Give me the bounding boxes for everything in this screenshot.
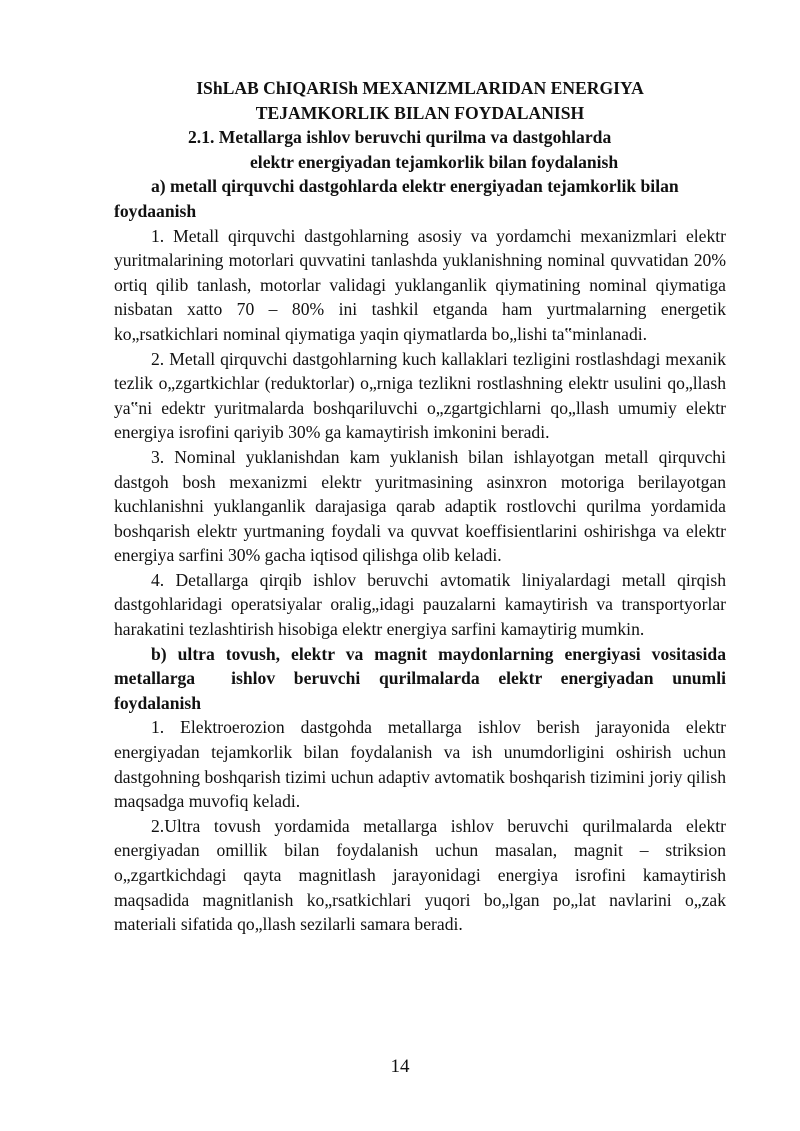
section-b-heading xyxy=(114,642,726,716)
section-subtitle-line-2: elektr energiyadan tejamkorlik bilan foydalanish xyxy=(250,151,619,172)
section-b-paragraph-2: 2.Ultra tovush yordamida metallarga ishlov beruvchi qurilmalarda elektr energiyadan omillik bilan foydalanish uchun masalan, magnit – striksion o„zgartkichdagi qayta magnitlash jarayonidagi energiya isrofini kamaytirish maqsadida magnitlanish ko„rsatkichlari yuqori bo„lgan po„lat navlarini o„zak materiali sifatida qo„llash sezilarli samara beradi. xyxy=(114,815,726,935)
document-page xyxy=(114,76,726,937)
page-number: 14 xyxy=(390,1056,410,1077)
chapter-title xyxy=(114,76,726,125)
section-subtitle xyxy=(114,125,726,174)
section-b-heading-part-1: b) ultra tovush, elektr va magnit maydonlarning energiyasi vositasida metallarga xyxy=(114,643,726,689)
chapter-title-line-2: TEJAMKORLIK BILAN FOYDALANISH xyxy=(255,102,585,123)
section-a-heading: a) metall qirquvchi dastgohlarda elektr energiyadan tejamkorlik bilan foydaanish xyxy=(114,176,679,221)
section-a-paragraph-4: 4. Detallarga qirqib ishlov beruvchi avtomatik liniyalardagi metall qirqish dastgohlaridagi operatsiyalar oralig„idagi pauzalarni kamaytirish va transportyorlar harakatini tezlashtirish hisobiga elektr energiya sarfini kamaytirig mumkin. xyxy=(114,569,726,640)
section-a-paragraph-2: 2. Metall qirquvchi dastgohlarning kuch kallaklari tezligini rostlashdagi mexanik tezlik o„zgartkichlar (reduktorlar) o„rniga tezlikni rostlashning elektr usulini qo„llash ya‟ni edektr yuritmalarda boshqariluvchi o„zgartgichlarni qo„llash umumiy elektr energiya isrofini qariyib 30% ga kamaytirish imkonini beradi. xyxy=(114,348,726,443)
section-a-paragraph-1: 1. Metall qirquvchi dastgohlarning asosiy va yordamchi mexanizmlari elektr yuritmalarining motorlari quvvatini tanlashda yuklanishning nominal quvvatidan 20% ortiq qilib tanlash, motorlar validagi yuklanganlik qiymatining nominal qiymatiga nisbatan xatto 70 – 80% ini tashkil etganda ham yurtmalarning energetik ko„rsatkichlari nominal qiymatiga yaqin qiymatlarda bo„lishi ta‟minlanadi. xyxy=(114,225,726,344)
chapter-title-line-1: IShLAB ChIQARISh MEXANIZMLARIDAN ENERGIYA xyxy=(196,78,644,98)
section-b-heading-part-2: ishlov beruvchi qurilmalarda elektr energiyadan unumli foydalanish xyxy=(114,668,726,713)
section-b-paragraph-1: 1. Elektroerozion dastgohda metallarga ishlov berish jarayonida elektr energiyadan tejamkorlik bilan foydalanish va ish unumdorligini oshirish uchun dastgohning boshqarish tizimi uchun adaptiv avtomatik boshqarish tizimini joriy qilish maqsadga muvofiq keladi. xyxy=(114,717,726,812)
section-a-paragraph-3: 3. Nominal yuklanishdan kam yuklanish bilan ishlayotgan metall qirquvchi dastgoh bosh mexanizmi elektr yuritmasining asinxron motoriga berilayotgan kuchlanishni yuklanganlik darajasiga qarab adaptik rostlovchi qurilma yordamida boshqarish elektr yurtmaning foydali va quvvat koeffisientlarini oshirishga va elektr energiya sarfini 30% gacha iqtisod qilishga olib keladi. xyxy=(114,446,726,566)
section-subtitle-line-1: 2.1. Metallarga ishlov beruvchi qurilma va dastgohlarda xyxy=(188,127,612,148)
